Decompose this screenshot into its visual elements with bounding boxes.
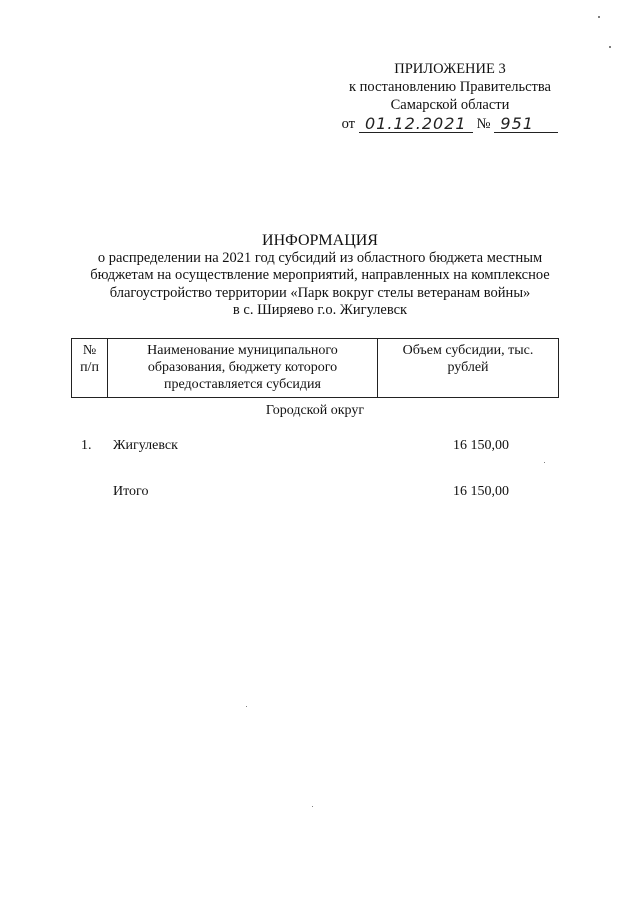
section-title: Городской округ bbox=[265, 403, 365, 418]
document-heading: ИНФОРМАЦИЯ bbox=[262, 232, 378, 249]
column-header-number: № п/п bbox=[72, 339, 108, 398]
subsidy-table-header bbox=[71, 338, 559, 398]
table-header-row bbox=[72, 339, 559, 398]
subtitle-line: благоустройство территории «Парк вокруг стелы ветеранам войны» bbox=[109, 284, 531, 301]
appendix-region-line: Самарской области bbox=[390, 97, 510, 113]
subtitle-line: в с. Ширяево г.о. Жигулевск bbox=[232, 302, 408, 319]
subtitle-line: бюджетам на осуществление мероприятий, направленных на комплексное bbox=[90, 267, 550, 284]
column-header-municipality: Наименование муниципального образования, бюджету которого предоставляется субсидия bbox=[108, 339, 378, 398]
scan-speck bbox=[246, 706, 247, 707]
row-municipality: Жигулевск bbox=[113, 438, 178, 453]
number-prefix: № bbox=[476, 116, 491, 132]
appendix-header bbox=[330, 60, 570, 133]
date-prefix: от bbox=[341, 116, 355, 132]
appendix-title: ПРИЛОЖЕНИЕ 3 bbox=[394, 61, 506, 77]
scan-speck bbox=[544, 462, 545, 463]
row-amount: 16 150,00 bbox=[453, 438, 509, 453]
row-number: 1. bbox=[81, 438, 92, 453]
subtitle-line: о распределении на 2021 год субсидий из областного бюджета местным bbox=[97, 249, 543, 266]
appendix-date-line bbox=[330, 115, 570, 133]
handwritten-number: 951 bbox=[494, 115, 558, 133]
handwritten-date: 01.12.2021 bbox=[359, 115, 473, 133]
total-label: Итого bbox=[113, 484, 149, 499]
scan-speck bbox=[598, 16, 600, 18]
appendix-resolution-line: к постановлению Правительства bbox=[349, 79, 551, 95]
total-amount: 16 150,00 bbox=[453, 484, 509, 499]
scan-speck bbox=[609, 46, 611, 48]
document-title-block bbox=[60, 232, 580, 320]
column-header-amount: Объем субсидии, тыс. рублей bbox=[378, 339, 559, 398]
scan-speck bbox=[312, 806, 313, 807]
